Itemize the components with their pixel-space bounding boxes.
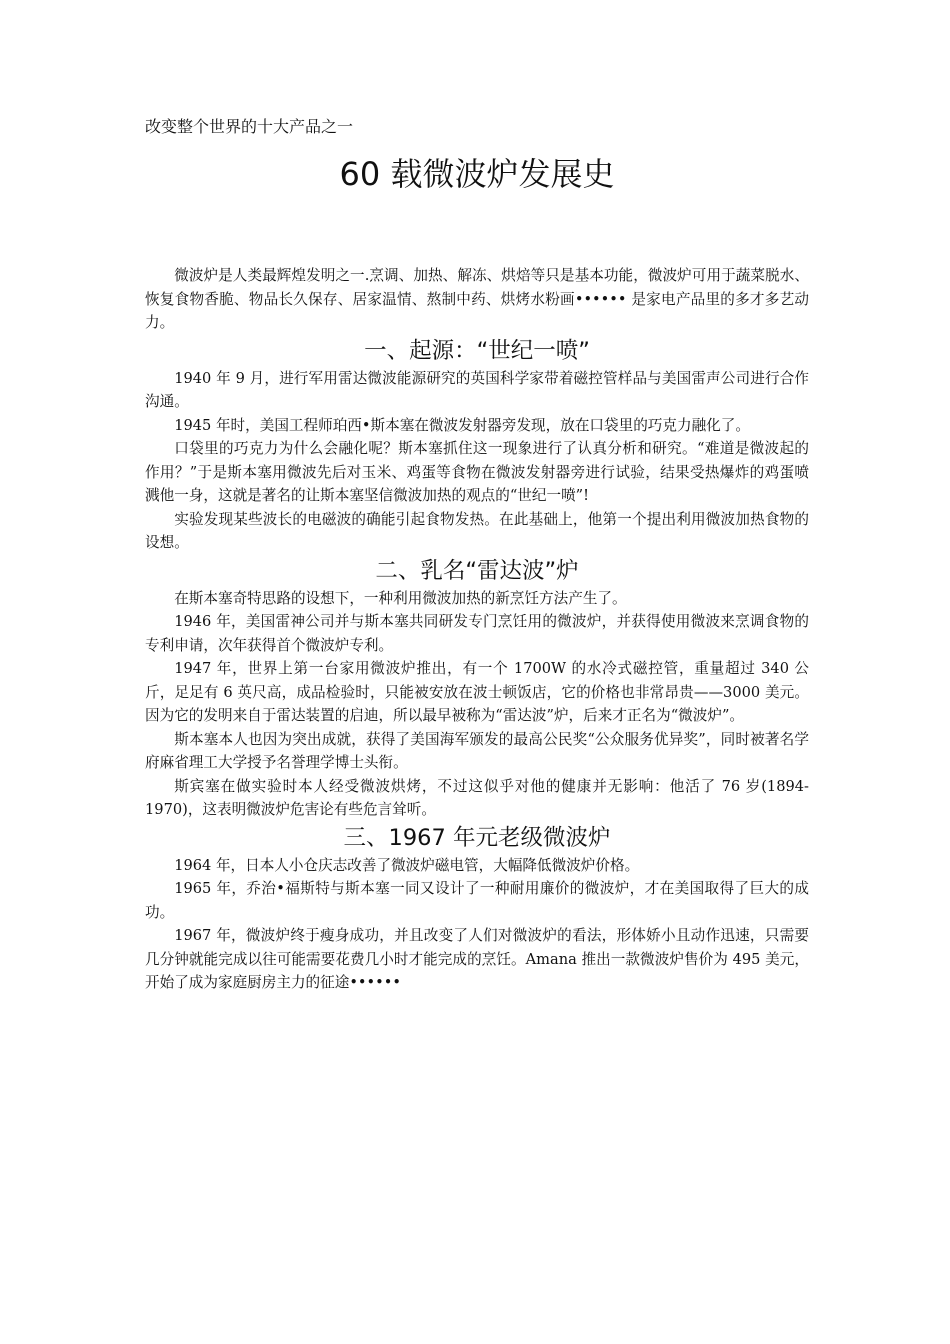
section-2-paragraph: 在斯本塞奇特思路的设想下，一种利用微波加热的新烹饪方法产生了。 [174,589,627,607]
section-2-paragraph: 1947 年，世界上第一台家用微波炉推出，有一个 1700W 的水冷式磁控管，重量超过 340 公斤，足足有 6 英尺高，成品检验时，只能被安放在波士顿饭店，它的价格也非常昂贵——3000 美元。因为它的发明来自于雷达装置的启迪，所以最早被称为“雷达波”炉，后来才正名为“微波炉”。 [145,660,809,724]
article-body [145,264,809,995]
page-title: 60 载微波炉发展史 [339,155,615,193]
document-page [145,0,809,1344]
section-2-paragraph: 1946 年，美国雷神公司并与斯本塞共同研发专门烹饪用的微波炉，并获得使用微波来烹调食物的专利申请，次年获得首个微波炉专利。 [145,613,809,654]
section-3-paragraph: 1964 年，日本人小仓庆志改善了微波炉磁电管，大幅降低微波炉价格。 [174,856,640,874]
section-1-paragraph: 1945 年时，美国工程师珀西•斯本塞在微波发射器旁发现，放在口袋里的巧克力融化了。 [174,416,750,434]
section-title-radar-range: 二、乳名“雷达波”炉 [375,557,579,584]
section-2-paragraph: 斯宾塞在做实验时本人经受微波烘烤，不过这似乎对他的健康并无影响：他活了 76 岁(1894-1970)，这表明微波炉危害论有些危言耸听。 [145,777,809,818]
section-3-paragraph: 1967 年，微波炉终于瘦身成功，并且改变了人们对微波炉的看法，形体娇小且动作迅速，只需要几分钟就能完成以往可能需要花费几小时才能完成的烹饪。Amana 推出一款微波炉售价为 495 美元，开始了成为家庭厨房主力的征途•••••• [145,927,809,991]
intro-paragraph: 微波炉是人类最辉煌发明之一.烹调、加热、解冻、烘焙等只是基本功能，微波炉可用于蔬菜脱水、恢复食物香脆、物品长久保存、居家温情、熬制中药、烘烤水粉画•••••• 是家电产品里的多才多艺动力。 [145,267,809,331]
section-1-paragraph: 1940 年 9 月，进行军用雷达微波能源研究的英国科学家带着磁控管样品与美国雷声公司进行合作沟通。 [145,369,809,410]
section-1-paragraph: 实验发现某些波长的电磁波的确能引起食物发热。在此基础上，他第一个提出利用微波加热食物的设想。 [145,510,809,551]
section-title-1967: 三、1967 年元老级微波炉 [343,824,611,851]
section-1-paragraph: 口袋里的巧克力为什么会融化呢？斯本塞抓住这一现象进行了认真分析和研究。“难道是微波起的作用？”于是斯本塞用微波先后对玉米、鸡蛋等食物在微波发射器旁进行试验，结果受热爆炸的鸡蛋喷溅他一身，这就是著名的让斯本塞坚信微波加热的观点的“世纪一喷”! [145,440,809,504]
section-2-paragraph: 斯本塞本人也因为突出成就，获得了美国海军颁发的最高公民奖“公众服务优异奖”，同时被著名学府麻省理工大学授予名誉理学博士头衔。 [145,730,809,771]
section-title-origin: 一、起源：“世纪一喷” [364,337,590,364]
series-kicker: 改变整个世界的十大产品之一 [145,117,354,136]
section-3-paragraph: 1965 年，乔治•福斯特与斯本塞一同又设计了一种耐用廉价的微波炉，才在美国取得了巨大的成功。 [145,880,809,921]
